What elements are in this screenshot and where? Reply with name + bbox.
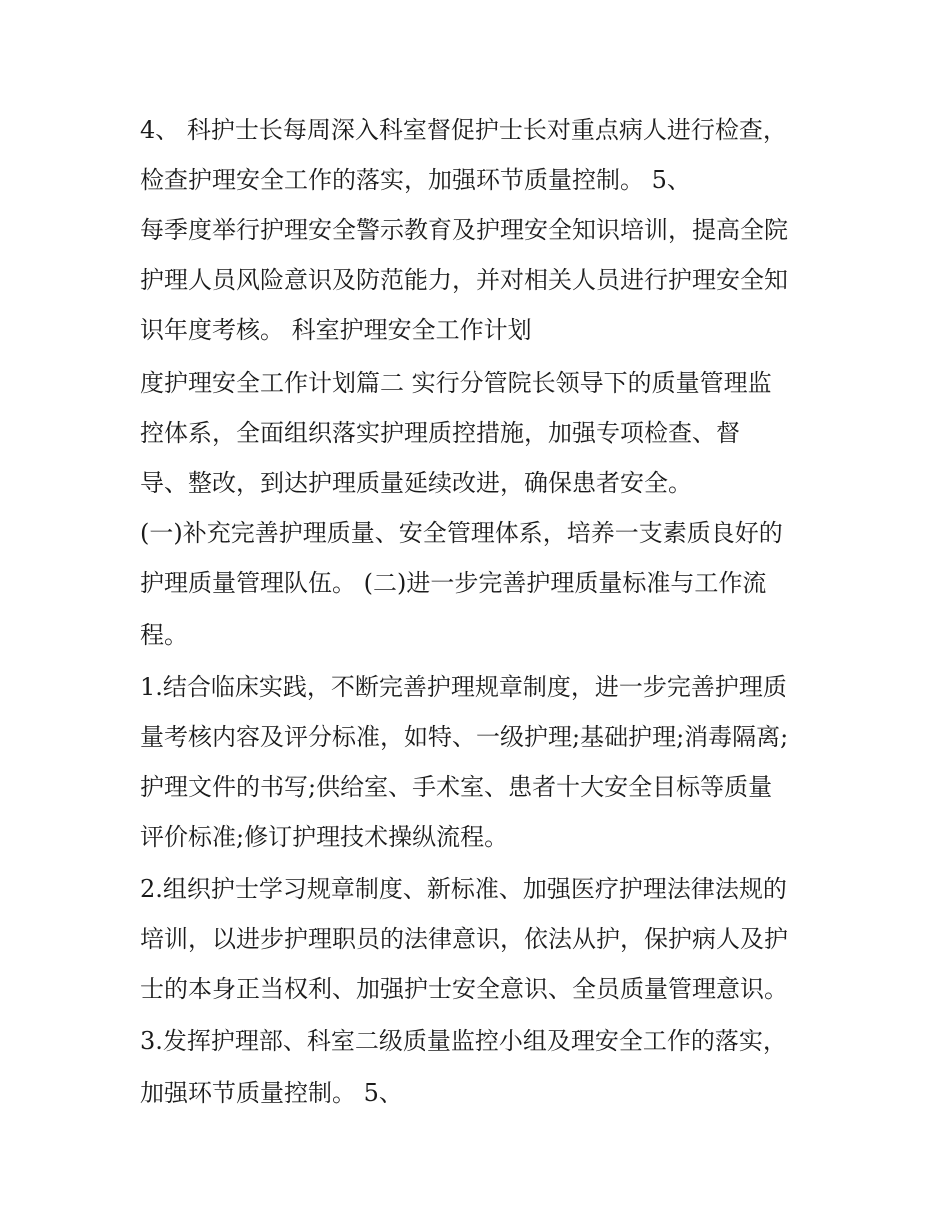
text-line-6: 度护理安全工作计划篇二 实行分管院长领导下的质量管理监 [140,369,772,397]
text-line-20: 加强环节质量控制。 5、 [140,1079,403,1107]
text-line-11: 程。 [140,621,188,649]
text-line-19: 3.发挥护理部、科室二级质量监控小组及理安全工作的落实， [140,1027,787,1055]
text-line-8: 导、整改，到达护理质量延续改进，确保患者安全。 [140,469,692,497]
text-line-9: (一)补充完善护理质量、安全管理体系，培养一支素质良好的 [140,519,783,547]
text-line-7: 控体系，全面组织落实护理质控措施，加强专项检查、督 [140,419,740,447]
text-line-13: 量考核内容及评分标准，如特、一级护理;基础护理;消毒隔离; [140,723,789,751]
text-line-2: 检查护理安全工作的落实，加强环节质量控制。 5、 [140,166,691,194]
text-line-17: 培训，以进步护理职员的法律意识，依法从护，保护病人及护 [140,925,788,953]
text-line-1: 4、 科护士长每周深入科室督促护士长对重点病人进行检查， [140,116,787,144]
text-line-16: 2.组织护士学习规章制度、新标准、加强医疗护理法律法规的 [140,875,787,903]
text-line-14: 护理文件的书写;供给室、手术室、患者十大安全目标等质量 [140,773,773,801]
text-line-18: 士的本身正当权利、加强护士安全意识、全员质量管理意识。 [140,975,788,1003]
text-line-12: 1.结合临床实践，不断完善护理规章制度，进一步完善护理质 [140,673,787,701]
text-line-3: 每季度举行护理安全警示教育及护理安全知识培训，提高全院 [140,216,788,244]
text-line-4: 护理人员风险意识及防范能力，并对相关人员进行护理安全知 [140,266,788,294]
text-line-15: 评价标准;修订护理技术操纵流程。 [140,823,509,851]
text-line-10: 护理质量管理队伍。 (二)进一步完善护理质量标准与工作流 [140,569,767,597]
text-line-5: 识年度考核。 科室护理安全工作计划 [140,316,532,344]
